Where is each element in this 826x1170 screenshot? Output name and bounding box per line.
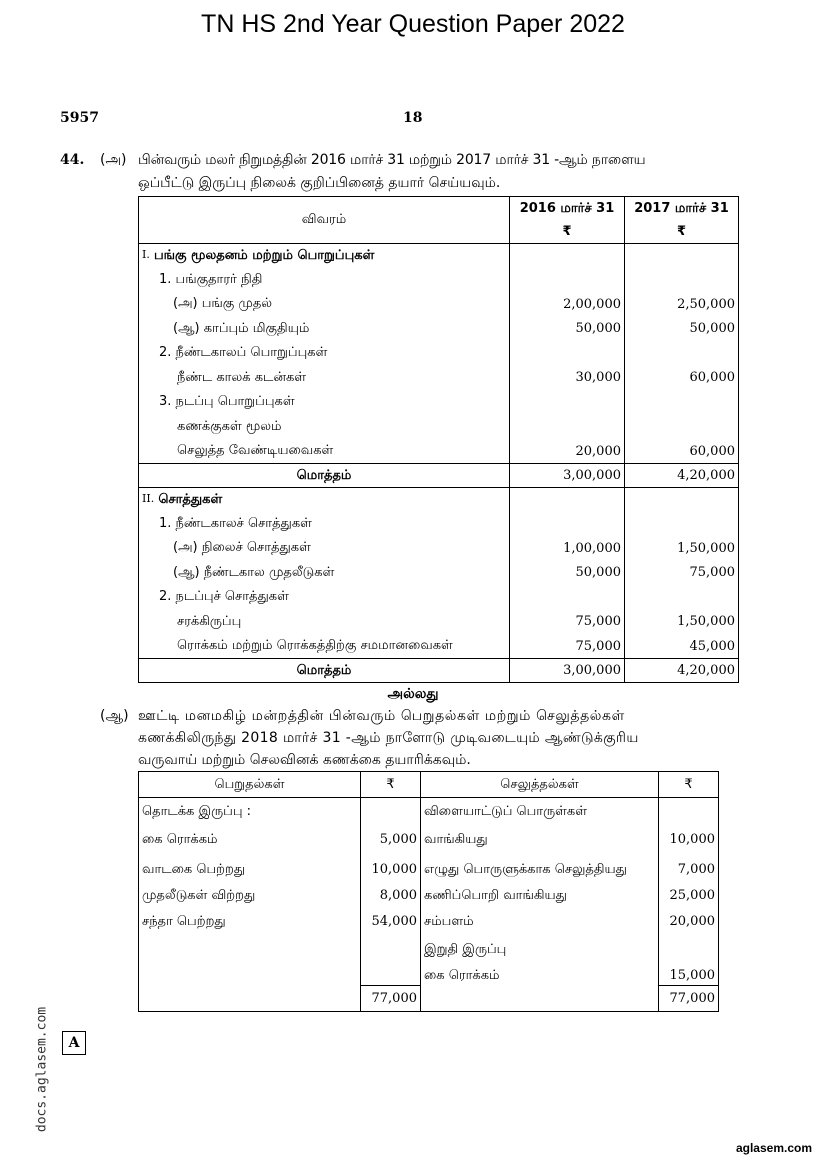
table-row [139, 536, 739, 561]
rupee-symbol: ₹ [676, 224, 687, 239]
receipt-amount: 10,000 [361, 856, 421, 882]
table-row [139, 561, 739, 586]
payments-header: செலுத்தல்கள் [421, 772, 659, 798]
part-b-label: (ஆ) [100, 708, 129, 724]
page-title: TN HS 2nd Year Question Paper 2022 [201, 10, 625, 38]
part-b-text-line1: ஊட்டி மனமகிழ் மன்றத்தின் பின்வரும் பெறுதல்கள் மற்றும் செலுத்தல்கள் [138, 708, 625, 724]
total-2017: 4,20,000 [625, 464, 739, 488]
receipt-item: கை ரொக்கம் [139, 826, 361, 856]
side-watermark: docs.aglasem.com [34, 1006, 50, 1133]
value-2016 [510, 415, 625, 440]
table-row [139, 610, 739, 635]
value-2016: 2,00,000 [510, 292, 625, 317]
or-separator: அல்லது [387, 686, 439, 702]
row-label: செலுத்த வேண்டியவைகள் [139, 439, 510, 464]
total-row [139, 464, 739, 488]
receipts-payments-table [138, 771, 719, 1012]
value-2017 [625, 268, 739, 293]
value-2016 [510, 512, 625, 537]
receipt-amount: 54,000 [361, 908, 421, 936]
row-label: (ஆ) நீண்டகால முதலீடுகள் [139, 561, 510, 586]
value-2017 [625, 585, 739, 610]
total-label: மொத்தம் [139, 659, 510, 683]
value-2017: 60,000 [625, 366, 739, 391]
payment-amount [659, 798, 719, 826]
value-2016: 75,000 [510, 610, 625, 635]
receipt-amount [361, 962, 421, 986]
question-number: 44. [60, 152, 85, 168]
payment-item: கணிப்பொறி வாங்கியது [421, 882, 659, 908]
footer-brand: aglasem.com [735, 1141, 812, 1155]
table-row [139, 798, 719, 826]
row-label: நீண்ட காலக் கடன்கள் [139, 366, 510, 391]
payment-amount: 20,000 [659, 908, 719, 936]
payment-amount: 7,000 [659, 856, 719, 882]
receipt-amount: 8,000 [361, 882, 421, 908]
payment-item: எழுது பொருளுக்காக செலுத்தியது [421, 856, 659, 882]
value-2017: 75,000 [625, 561, 739, 586]
value-2017 [625, 415, 739, 440]
page-number: 18 [403, 110, 423, 126]
payment-item: இறுதி இருப்பு [421, 936, 659, 962]
payment-item: சம்பளம் [421, 908, 659, 936]
row-label: (அ) நிலைச் சொத்துகள் [139, 536, 510, 561]
section-title-assets: சொத்துகள் [158, 491, 223, 507]
part-a-label: (அ) [100, 152, 127, 168]
value-2017: 60,000 [625, 439, 739, 464]
rupee-symbol: ₹ [361, 772, 421, 798]
value-2017 [625, 341, 739, 366]
value-2016: 1,00,000 [510, 536, 625, 561]
table-row [139, 512, 739, 537]
row-label: 2. நீண்டகாலப் பொறுப்புகள் [139, 341, 510, 366]
receipt-item: தொடக்க இருப்பு : [139, 798, 361, 826]
payment-amount [659, 936, 719, 962]
year-2017-header [625, 197, 739, 244]
table-row [139, 856, 719, 882]
receipt-item [139, 936, 361, 962]
value-2016: 20,000 [510, 439, 625, 464]
receipt-amount: 5,000 [361, 826, 421, 856]
payment-item: விளையாட்டுப் பொருள்கள் [421, 798, 659, 826]
value-2016 [510, 268, 625, 293]
payment-amount: 25,000 [659, 882, 719, 908]
value-2016 [510, 341, 625, 366]
part-a-text-line2: ஒப்பீட்டு இருப்பு நிலைக் குறிப்பினைத் தயார் செய்யவும். [138, 175, 501, 191]
value-2017 [625, 390, 739, 415]
row-label: 1. நீண்டகாலச் சொத்துகள் [139, 512, 510, 537]
table-row [139, 366, 739, 391]
row-label: 1. பங்குதாரர் நிதி [139, 268, 510, 293]
receipt-amount [361, 798, 421, 826]
value-2016: 50,000 [510, 561, 625, 586]
table-row [139, 390, 739, 415]
table-row [139, 936, 719, 962]
value-2016: 50,000 [510, 317, 625, 342]
value-2017: 45,000 [625, 634, 739, 659]
row-label: ரொக்கம் மற்றும் ரொக்கத்திற்கு சமமானவைகள் [139, 634, 510, 659]
value-2017 [625, 512, 739, 537]
row-label: சரக்கிருப்பு [139, 610, 510, 635]
section-heading-row [139, 488, 739, 512]
comparative-balance-sheet-table [138, 196, 739, 683]
table-row [139, 317, 739, 342]
receipt-item: சந்தா பெற்றது [139, 908, 361, 936]
value-2017: 1,50,000 [625, 536, 739, 561]
table-row [139, 341, 739, 366]
rupee-symbol: ₹ [562, 224, 572, 239]
part-b-text-line2: கணக்கிலிருந்து 2018 மார்ச் 31 -ஆம் நாளோடு முடிவடையும் ஆண்டுக்குரிய [138, 730, 639, 746]
table-header-row [139, 197, 739, 244]
table-row [139, 908, 719, 936]
total-2017: 4,20,000 [625, 659, 739, 683]
table-row [139, 439, 739, 464]
payment-amount: 15,000 [659, 962, 719, 986]
payment-item: வாங்கியது [421, 826, 659, 856]
payment-item: கை ரொக்கம் [421, 962, 659, 986]
section-title-equity-liabilities: பங்கு மூலதனம் மற்றும் பொறுப்புகள் [153, 247, 375, 263]
row-label: (அ) பங்கு முதல் [139, 292, 510, 317]
value-2016: 30,000 [510, 366, 625, 391]
table-row [139, 268, 739, 293]
value-2017: 2,50,000 [625, 292, 739, 317]
section-box-label: A [62, 1031, 86, 1055]
total-row [139, 659, 739, 683]
table-row [139, 962, 719, 986]
table-row [139, 882, 719, 908]
receipt-item: முதலீடுகள் விற்றது [139, 882, 361, 908]
value-2016 [510, 390, 625, 415]
receipts-total: 77,000 [361, 986, 421, 1012]
year-2016-header [510, 197, 625, 244]
part-a-text-line1: பின்வரும் மலர் நிறுமத்தின் 2016 மார்ச் 31 மற்றும் 2017 மார்ச் 31 -ஆம் நாளைய [138, 152, 646, 168]
value-2016 [510, 585, 625, 610]
part-b-text-line3: வருவாய் மற்றும் செலவினக் கணக்கை தயாரிக்கவும். [138, 752, 471, 768]
table-row [139, 634, 739, 659]
total-row [139, 986, 719, 1012]
value-2017: 1,50,000 [625, 610, 739, 635]
payment-amount: 10,000 [659, 826, 719, 856]
table-row [139, 292, 739, 317]
row-label: 2. நடப்புச் சொத்துகள் [139, 585, 510, 610]
question-paper-code: 5957 [60, 110, 99, 126]
total-2016: 3,00,000 [510, 464, 625, 488]
total-2016: 3,00,000 [510, 659, 625, 683]
payments-total: 77,000 [659, 986, 719, 1012]
table-row [139, 415, 739, 440]
receipt-amount [361, 936, 421, 962]
table-row [139, 826, 719, 856]
value-2017: 50,000 [625, 317, 739, 342]
receipts-header: பெறுதல்கள் [139, 772, 361, 798]
year-2016-label: 2016 மார்ச் 31 [519, 201, 615, 216]
table-header-row [139, 772, 719, 798]
roman-numeral: I. [142, 247, 150, 261]
value-2016: 75,000 [510, 634, 625, 659]
section-heading-row [139, 244, 739, 268]
row-label: கணக்குகள் மூலம் [139, 415, 510, 440]
year-2017-label: 2017 மார்ச் 31 [634, 201, 729, 216]
particulars-header: விவரம் [139, 197, 510, 244]
roman-numeral: II. [142, 491, 155, 505]
table-row [139, 585, 739, 610]
receipt-item [139, 962, 361, 986]
rupee-symbol: ₹ [659, 772, 719, 798]
row-label: (ஆ) காப்பும் மிகுதியும் [139, 317, 510, 342]
receipt-item: வாடகை பெற்றது [139, 856, 361, 882]
total-label: மொத்தம் [139, 464, 510, 488]
row-label: 3. நடப்பு பொறுப்புகள் [139, 390, 510, 415]
